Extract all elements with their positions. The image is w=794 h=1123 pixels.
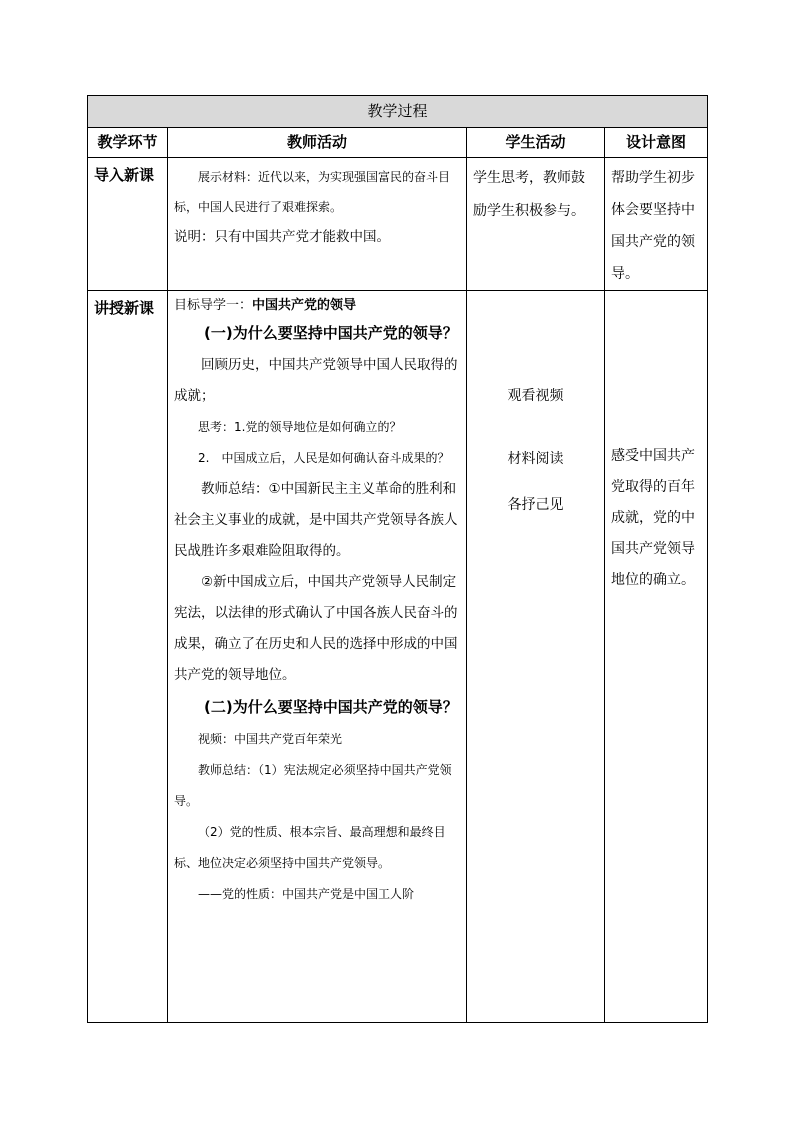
section-heading-1: (一)为什么要坚持中国共产党的领导？ — [204, 324, 458, 342]
header-student-activity: 学生活动 — [467, 128, 605, 158]
teacher-summary-3: 教师总结：（1）宪法规定必须坚持中国共产党领导。 — [174, 763, 452, 808]
lecture-design-text: 感受中国共产党取得的百年成就，党的中国共产党领导地位的确立。 — [611, 448, 695, 588]
think-question-1: 思考：1.党的领导地位是如何确立的？ — [198, 420, 402, 434]
lecture-design-cell — [605, 291, 708, 1023]
stage-lecture: 讲授新课 — [88, 291, 168, 1023]
table-row-intro — [88, 158, 708, 291]
section-heading-2: (二)为什么要坚持中国共产党的领导？ — [204, 698, 458, 716]
table-row-lecture — [88, 291, 708, 1023]
header-stage: 教学环节 — [88, 128, 168, 158]
goal-line — [174, 295, 460, 317]
header-teacher-activity: 教师活动 — [168, 128, 467, 158]
intro-material-text: 展示材料：近代以来，为实现强国富民的奋斗目标，中国人民进行了艰难探索。 — [174, 170, 451, 214]
teacher-summary-1: 教师总结：①中国新民主主义革命的胜利和社会主义事业的成就，是中国共产党领导各族人民战胜许多艰难险阻取得的。 — [174, 481, 458, 559]
teacher-summary-5: ——党的性质：中国共产党是中国工人阶 — [198, 887, 415, 901]
student-read-material: 材料阅读 — [507, 451, 564, 467]
goal-prefix: 目标导学一： — [174, 298, 253, 313]
lecture-student-cell — [467, 291, 605, 1023]
teacher-summary-2: ②新中国成立后，中国共产党领导人民制定宪法，以法律的形式确认了中国各族人民奋斗的成果，确立了在历史和人民的选择中形成的中国共产党的领导地位。 — [174, 574, 458, 683]
review-text: 回顾历史，中国共产党领导中国人民取得的成就； — [174, 357, 458, 404]
intro-design-cell: 帮助学生初步体会要坚持中国共产党的领导。 — [605, 158, 708, 291]
table-title: 教学过程 — [88, 96, 708, 128]
stage-intro: 导入新课 — [88, 158, 168, 291]
intro-student-cell: 学生思考，教师鼓励学生积极参与。 — [467, 158, 605, 291]
video-line: 视频：中国共产党百年荣光 — [198, 732, 343, 746]
think-question-2: 2. 中国成立后，人民是如何确认奋斗成果的？ — [198, 451, 450, 465]
student-watch-video: 观看视频 — [507, 388, 564, 404]
intro-explanation-text: 说明：只有中国共产党才能救中国。 — [174, 229, 390, 245]
lecture-teacher-cell — [168, 291, 467, 1023]
goal-title: 中国共产党的领导 — [252, 298, 357, 313]
header-design-intent: 设计意图 — [605, 128, 708, 158]
teacher-summary-4: （2）党的性质、根本宗旨、最高理想和最终目标、地位决定必须坚持中国共产党领导。 — [174, 825, 446, 870]
intro-teacher-cell — [168, 158, 467, 291]
student-share-views: 各抒己见 — [507, 497, 564, 513]
teaching-process-table — [87, 95, 708, 1023]
